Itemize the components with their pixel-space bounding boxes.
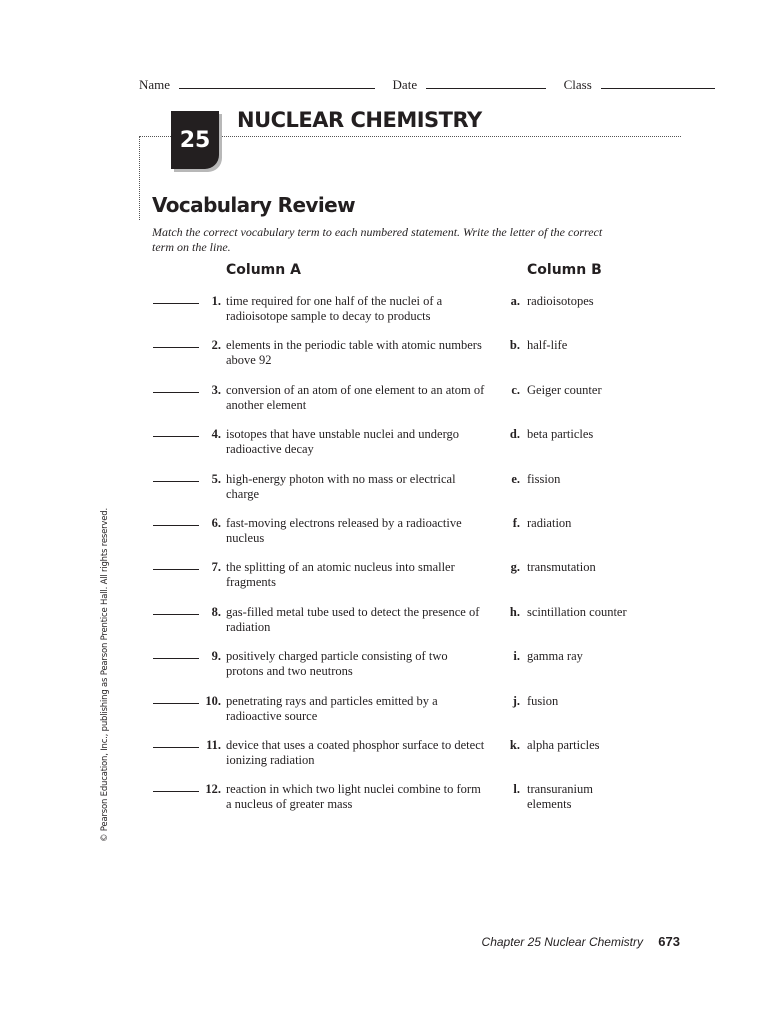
vocabulary-term: Geiger counter <box>527 383 602 397</box>
answer-blank[interactable] <box>153 481 199 482</box>
term-letter: h. <box>509 605 520 619</box>
statement-number: 11. <box>206 738 221 752</box>
divider-top <box>219 136 681 137</box>
footer-chapter-reference: Chapter 25 Nuclear Chemistry <box>481 935 643 949</box>
class-field[interactable] <box>601 76 715 89</box>
statement-number: 12. <box>205 782 221 796</box>
term-letter: g. <box>510 560 520 574</box>
answer-blank[interactable] <box>153 303 199 304</box>
answer-blank[interactable] <box>153 791 199 792</box>
copyright-notice: © Pearson Education, Inc., publishing as Pearson Prentice Hall. All rights reserved. <box>100 508 110 842</box>
answer-blank[interactable] <box>153 569 199 570</box>
statement-text: reaction in which two light nuclei combine to form a nucleus of greater mass <box>226 782 481 811</box>
page-footer <box>482 934 680 949</box>
vocabulary-term: fission <box>527 472 561 486</box>
statement-number: 4. <box>211 427 221 441</box>
statement-number: 10. <box>205 694 221 708</box>
answer-blank[interactable] <box>153 436 199 437</box>
page-number: 673 <box>658 934 680 949</box>
statement-text: time required for one half of the nuclei of a radioisotope sample to decay to products <box>226 294 443 323</box>
statement-number: 2. <box>211 338 221 352</box>
vocabulary-term: radiation <box>527 516 572 530</box>
student-info-header <box>139 76 717 93</box>
vocabulary-term: half-life <box>527 338 568 352</box>
chapter-title: NUCLEAR CHEMISTRY <box>237 108 482 132</box>
answer-blank[interactable] <box>153 347 199 348</box>
divider-left <box>139 136 171 137</box>
term-letter: l. <box>513 782 520 796</box>
answer-blank[interactable] <box>153 658 199 659</box>
statement-number: 1. <box>211 294 221 308</box>
term-letter: e. <box>511 472 520 486</box>
vocabulary-term: alpha particles <box>527 738 600 752</box>
section-title: Vocabulary Review <box>152 193 355 217</box>
term-letter: b. <box>509 338 520 352</box>
term-letter: k. <box>509 738 520 752</box>
statement-text: device that uses a coated phosphor surface to detect ionizing radiation <box>226 738 485 767</box>
chapter-number-badge: 25 <box>171 111 219 169</box>
statement-number: 9. <box>211 649 221 663</box>
term-letter: a. <box>510 294 520 308</box>
date-field[interactable] <box>426 76 546 89</box>
statement-number: 5. <box>211 472 221 486</box>
vocabulary-term: beta particles <box>527 427 594 441</box>
vocabulary-term: gamma ray <box>527 649 583 663</box>
statement-text: fast-moving electrons released by a radioactive nucleus <box>226 516 462 545</box>
name-label: Name <box>139 77 171 92</box>
statement-text: high-energy photon with no mass or electrical charge <box>226 472 456 501</box>
statement-number: 7. <box>211 560 221 574</box>
instructions-text: Match the correct vocabulary term to each numbered statement. Write the letter of the correct term on the line. <box>152 225 603 254</box>
statement-text: positively charged particle consisting of two protons and two neutrons <box>226 649 448 678</box>
date-label: Date <box>392 77 418 92</box>
answer-blank[interactable] <box>153 525 199 526</box>
vocabulary-term: radioisotopes <box>527 294 594 308</box>
statement-text: conversion of an atom of one element to an atom of another element <box>226 383 485 412</box>
answer-blank[interactable] <box>153 614 199 615</box>
statement-number: 6. <box>211 516 221 530</box>
column-a-heading: Column A <box>226 262 301 278</box>
term-letter: i. <box>513 649 520 663</box>
statement-number: 8. <box>211 605 221 619</box>
vocabulary-term: fusion <box>527 694 559 708</box>
column-b-heading: Column B <box>527 262 602 278</box>
term-letter: f. <box>512 516 520 530</box>
answer-blank[interactable] <box>153 703 199 704</box>
vocabulary-term: scintillation counter <box>527 605 627 619</box>
statement-number: 3. <box>211 383 221 397</box>
statement-text: isotopes that have unstable nuclei and undergo radioactive decay <box>226 427 460 456</box>
statement-text: elements in the periodic table with atomic numbers above 92 <box>226 338 482 367</box>
answer-blank[interactable] <box>153 747 199 748</box>
term-letter: j. <box>512 694 520 708</box>
statement-text: the splitting of an atomic nucleus into smaller fragments <box>226 560 455 589</box>
vocabulary-term: transmutation <box>527 560 596 574</box>
statement-text: penetrating rays and particles emitted by a radioactive source <box>226 694 438 723</box>
term-letter: c. <box>511 383 520 397</box>
class-label: Class <box>563 77 592 92</box>
vocabulary-term: transuranium elements <box>527 782 593 811</box>
name-field[interactable] <box>179 76 375 89</box>
answer-blank[interactable] <box>153 392 199 393</box>
statement-text: gas-filled metal tube used to detect the presence of radiation <box>226 605 480 634</box>
divider-vertical <box>139 136 140 220</box>
term-letter: d. <box>509 427 520 441</box>
